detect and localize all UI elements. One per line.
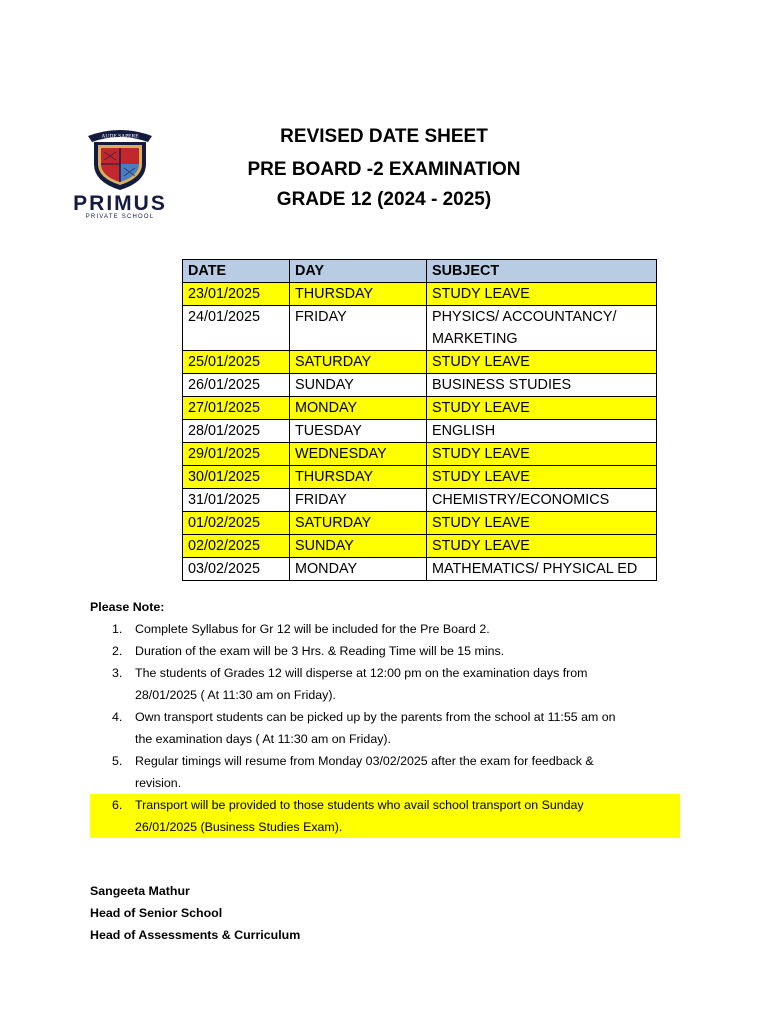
date-cell: 02/02/2025 (183, 535, 290, 558)
logo-subtitle: PRIVATE SCHOOL (85, 214, 155, 220)
date-cell: 27/01/2025 (183, 397, 290, 420)
notes-title: Please Note: (90, 600, 165, 614)
table-row (183, 420, 657, 443)
day-cell: FRIDAY (290, 306, 427, 351)
note-line: Own transport students can be picked up by the parents from the school at 11:55 am on (135, 710, 616, 724)
day-cell: FRIDAY (290, 489, 427, 512)
subject-cell: CHEMISTRY/ECONOMICS (427, 489, 657, 512)
table-row (183, 283, 657, 306)
note-line: Regular timings will resume from Monday 03/02/2025 after the exam for feedback & (135, 754, 594, 768)
date-cell: 28/01/2025 (183, 420, 290, 443)
table-row (183, 535, 657, 558)
date-sheet-table (182, 259, 657, 581)
note-item (90, 618, 680, 640)
column-header-date: DATE (183, 260, 290, 283)
subject-cell: STUDY LEAVE (427, 351, 657, 374)
subject-cell: ENGLISH (427, 420, 657, 443)
table-row (183, 443, 657, 466)
signatory-name: Sangeeta Mathur (90, 884, 190, 898)
note-line: revision. (135, 776, 182, 790)
day-cell: SUNDAY (290, 535, 427, 558)
note-number: 6. (112, 798, 123, 812)
logo-name: PRIMUS (73, 192, 167, 215)
subject-cell: STUDY LEAVE (427, 283, 657, 306)
day-cell: WEDNESDAY (290, 443, 427, 466)
day-cell: SATURDAY (290, 512, 427, 535)
table-row (183, 558, 657, 581)
day-cell: TUESDAY (290, 420, 427, 443)
table-row (183, 374, 657, 397)
note-line: Complete Syllabus for Gr 12 will be included for the Pre Board 2. (135, 622, 490, 636)
date-cell: 29/01/2025 (183, 443, 290, 466)
note-number: 4. (112, 710, 123, 724)
signatory-title: Head of Assessments & Curriculum (90, 928, 301, 942)
table-row (183, 397, 657, 420)
date-cell: 26/01/2025 (183, 374, 290, 397)
day-cell: SUNDAY (290, 374, 427, 397)
subject-cell (427, 306, 657, 351)
date-cell: 30/01/2025 (183, 466, 290, 489)
note-line: The students of Grades 12 will disperse at 12:00 pm on the examination days from (135, 666, 588, 680)
notes-list (90, 618, 690, 838)
note-line: 26/01/2025 (Business Studies Exam). (135, 820, 343, 834)
date-cell: 01/02/2025 (183, 512, 290, 535)
day-cell: MONDAY (290, 558, 427, 581)
signatory-title: Head of Senior School (90, 906, 223, 920)
day-cell: SATURDAY (290, 351, 427, 374)
subject-cell: STUDY LEAVE (427, 397, 657, 420)
note-number: 1. (112, 622, 123, 636)
note-item-highlighted (90, 794, 680, 838)
school-logo (66, 124, 176, 224)
date-cell: 31/01/2025 (183, 489, 290, 512)
day-cell: THURSDAY (290, 283, 427, 306)
notes-section (90, 596, 690, 838)
note-line: 28/01/2025 ( At 11:30 am on Friday). (135, 688, 336, 702)
note-number: 3. (112, 666, 123, 680)
note-item (90, 706, 680, 750)
doc-title: REVISED DATE SHEET (280, 126, 488, 147)
note-line: Duration of the exam will be 3 Hrs. & Reading Time will be 15 mins. (135, 644, 505, 658)
note-line: Transport will be provided to those students who avail school transport on Sunday (135, 798, 584, 812)
table-row (183, 306, 657, 351)
note-item (90, 662, 680, 706)
subject-cell: MATHEMATICS/ PHYSICAL ED (427, 558, 657, 581)
logo-motto: AUDE SAPERE (101, 133, 139, 140)
note-item (90, 640, 680, 662)
date-cell: 03/02/2025 (183, 558, 290, 581)
subject-line: MARKETING (432, 331, 518, 347)
signature-block (90, 880, 300, 946)
subject-cell: STUDY LEAVE (427, 512, 657, 535)
day-cell: THURSDAY (290, 466, 427, 489)
date-cell: 23/01/2025 (183, 283, 290, 306)
note-line: the examination days ( At 11:30 am on Friday). (135, 732, 391, 746)
subject-cell: STUDY LEAVE (427, 535, 657, 558)
subject-cell: BUSINESS STUDIES (427, 374, 657, 397)
subject-cell: STUDY LEAVE (427, 466, 657, 489)
table-row (183, 512, 657, 535)
school-crest-icon (80, 124, 160, 194)
note-number: 5. (112, 754, 123, 768)
date-cell: 25/01/2025 (183, 351, 290, 374)
grade-title: GRADE 12 (2024 - 2025) (276, 189, 492, 210)
table-row (183, 466, 657, 489)
date-cell: 24/01/2025 (183, 306, 290, 351)
table-row (183, 351, 657, 374)
subject-line: PHYSICS/ ACCOUNTANCY/ (432, 309, 617, 325)
note-number: 2. (112, 644, 123, 658)
exam-title: PRE BOARD -2 EXAMINATION (247, 159, 521, 180)
column-header-subject: SUBJECT (427, 260, 657, 283)
table-row (183, 489, 657, 512)
note-item (90, 750, 680, 794)
table-header-row (183, 260, 657, 283)
day-cell: MONDAY (290, 397, 427, 420)
column-header-day: DAY (290, 260, 427, 283)
subject-cell: STUDY LEAVE (427, 443, 657, 466)
